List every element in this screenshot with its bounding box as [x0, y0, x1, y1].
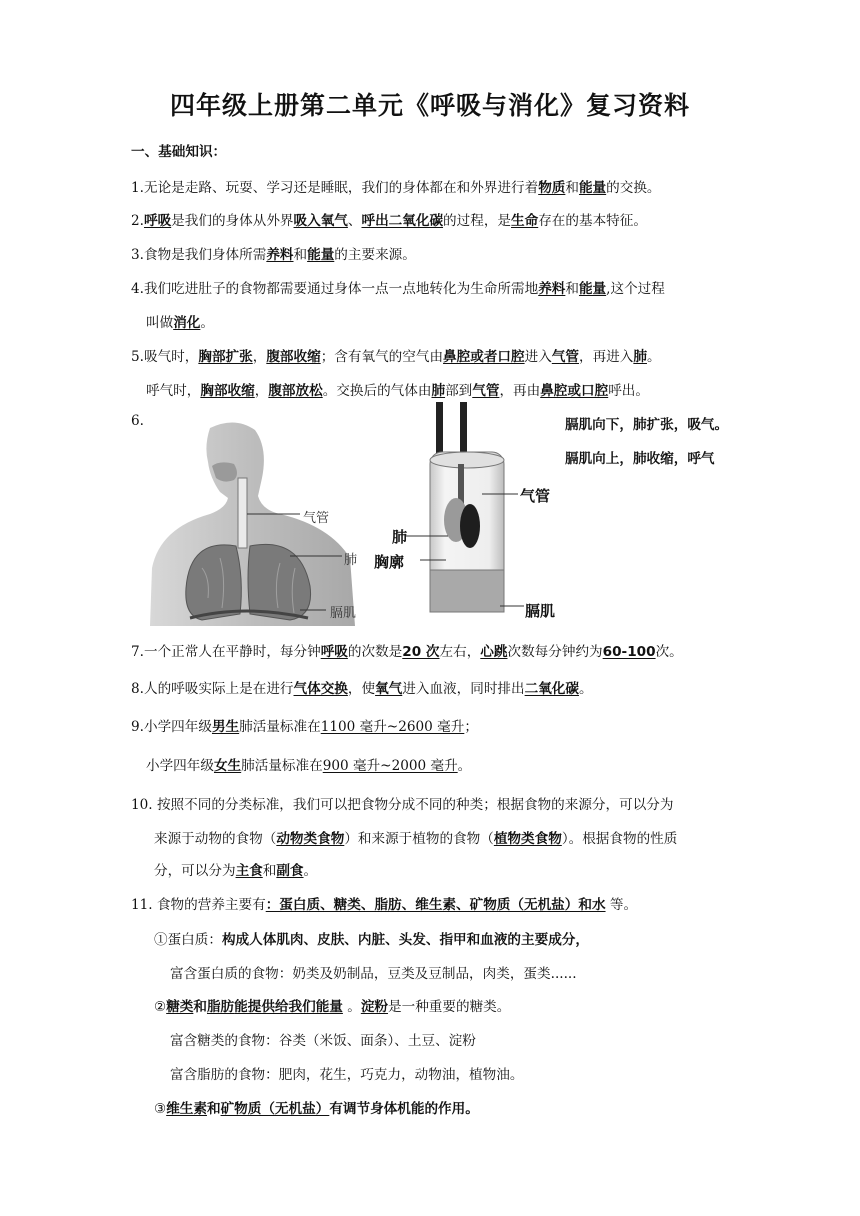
- page-title: 四年级上册第二单元《呼吸与消化》复习资料: [169, 91, 690, 120]
- item-1: 1.无论是走路、玩耍、学习还是睡眠，我们的身体都在和外界进行着物质和能量的交换。: [131, 180, 661, 196]
- fat-foods: 富含脂肪的食物：肥肉，花生，巧克力，动物油，植物油。: [170, 1067, 524, 1083]
- item-5: 5.吸气时，胸部扩张，腹部收缩；含有氧气的空气由鼻腔或者口腔进入气管，再进入肺。: [131, 349, 661, 365]
- item-3: 3.食物是我们身体所需养料和能量的主要来源。: [131, 247, 416, 263]
- item-6-note-inhale: 膈肌向下，肺扩张，吸气。: [565, 417, 729, 433]
- fig1-diaphragm-label: 膈肌: [330, 606, 357, 621]
- item-10: 10. 按照不同的分类标准，我们可以把食物分成不同的种类；根据食物的来源分，可以分为: [131, 797, 674, 813]
- fig2-diaphragm-label: 膈肌: [525, 602, 556, 620]
- item-9: 9.小学四年级男生肺活量标准在1100 毫升~2600 毫升；: [131, 719, 478, 735]
- item-4-cont: 叫做消化。: [146, 315, 214, 331]
- section-heading: 一、基础知识：: [131, 144, 227, 160]
- fig1-trachea-label: 气管: [303, 511, 330, 526]
- human-lungs-figure: [150, 418, 380, 626]
- fig1-lung-label: 肺: [344, 553, 358, 568]
- protein-point: ①蛋白质：构成人体肌肉、皮肤、内脏、头发、指甲和血液的主要成分，: [154, 932, 589, 948]
- item-2: 2.呼吸是我们的身体从外界吸入氧气、呼出二氧化碳的过程，是生命存在的基本特征。: [131, 213, 647, 229]
- carb-foods: 富含糖类的食物：谷类（米饭、面条）、土豆、淀粉: [170, 1033, 476, 1049]
- fig2-chest-label: 胸廓: [374, 553, 405, 571]
- item-10-cont-1: 来源于动物的食物（动物类食物）和来源于植物的食物（植物类食物）。根据食物的性质: [154, 831, 678, 847]
- item-11: 11. 食物的营养主要有：蛋白质、糖类、脂肪、维生素、矿物质（无机盐）和水 等。: [131, 897, 638, 913]
- item-4: 4.我们吃进肚子的食物都需要通过身体一点一点地转化为生命所需地养料和能量,这个过程: [131, 281, 665, 297]
- protein-foods: 富含蛋白质的食物：奶类及奶制品，豆类及豆制品，肉类，蛋类......: [170, 966, 577, 982]
- item-6-note-exhale: 膈肌向上，肺收缩，呼气: [565, 451, 715, 467]
- item-7: 7.一个正常人在平静时，每分钟呼吸的次数是20 次左右，心跳次数每分钟约为60-100次。: [131, 644, 683, 660]
- lung-model-figure: [372, 402, 562, 622]
- item-6-number: 6.: [131, 413, 144, 429]
- vitamin-mineral-point: ③维生素和矿物质（无机盐）有调节身体机能的作用。: [154, 1101, 479, 1117]
- item-8: 8.人的呼吸实际上是在进行气体交换，使氧气进入血液，同时排出二氧化碳。: [131, 681, 593, 697]
- item-5-cont: 呼气时，胸部收缩，腹部放松。交换后的气体由肺部到气管，再由鼻腔或口腔呼出。: [146, 383, 649, 399]
- item-9-cont: 小学四年级女生肺活量标准在900 毫升~2000 毫升。: [146, 758, 472, 774]
- fig2-trachea-label: 气管: [520, 487, 551, 505]
- fig2-lung-label: 肺: [392, 528, 408, 546]
- item-10-cont-2: 分，可以分为主食和副食。: [154, 863, 318, 879]
- carb-fat-point: ②糖类和脂肪能提供给我们能量 。淀粉是一种重要的糖类。: [154, 999, 511, 1015]
